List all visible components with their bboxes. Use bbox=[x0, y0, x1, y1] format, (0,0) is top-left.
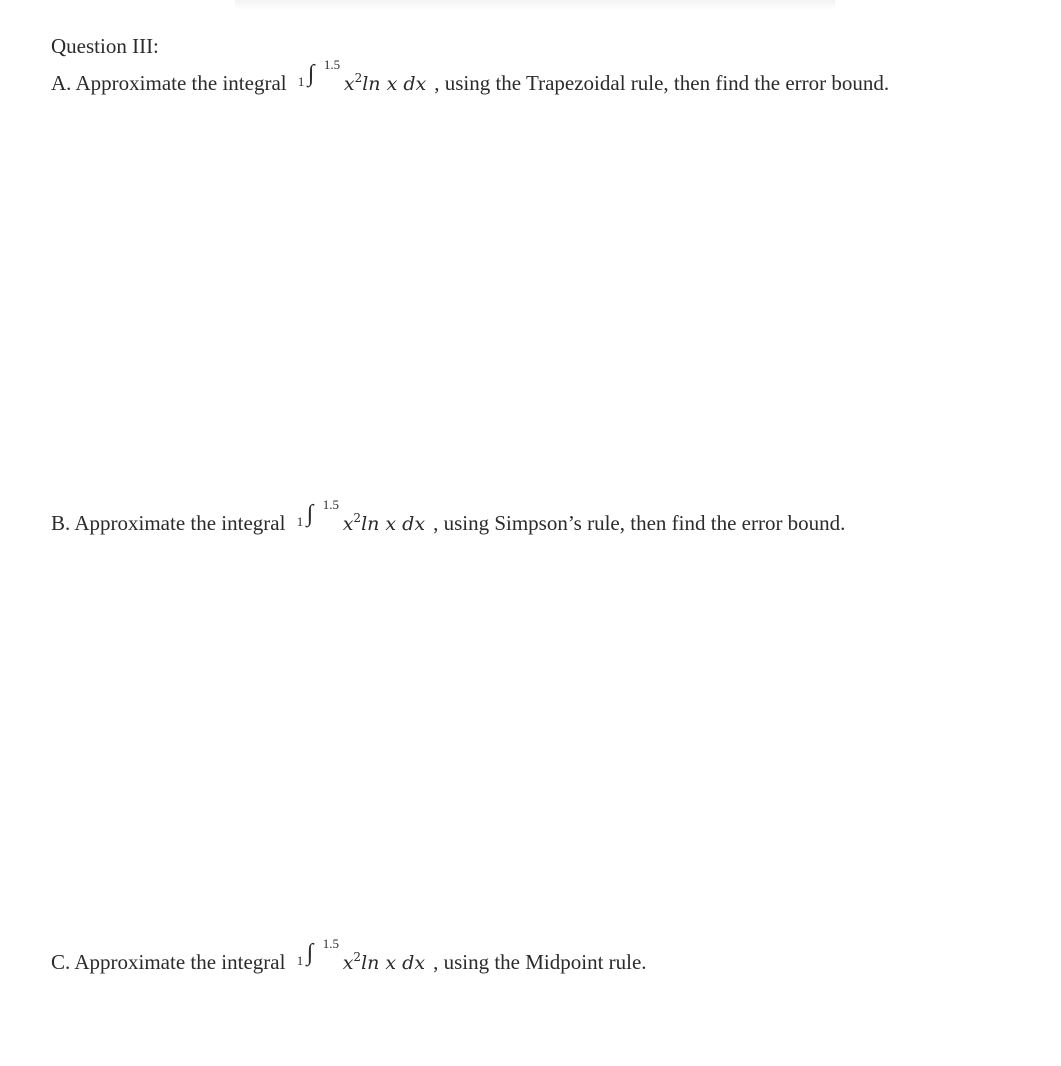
integral-a bbox=[297, 57, 341, 91]
integral-sign: ∫ bbox=[306, 940, 314, 966]
question-c-prefix: C. Approximate the integral bbox=[51, 950, 286, 974]
top-shadow bbox=[235, 0, 835, 10]
integrand-a bbox=[344, 73, 426, 95]
question-b-suffix: , using Simpson’s rule, then find the error bound. bbox=[433, 511, 846, 535]
upper-limit: 1.5 bbox=[323, 57, 341, 72]
integrand-exponent: 2 bbox=[353, 511, 362, 525]
integrand-base: x bbox=[343, 73, 355, 95]
integrand-base: x bbox=[342, 952, 354, 974]
integrand-exponent: 2 bbox=[353, 950, 362, 964]
integral-c bbox=[296, 936, 339, 970]
page-heading: Question III: bbox=[51, 34, 159, 58]
question-b bbox=[51, 497, 846, 537]
question-a-suffix: , using the Trapezoidal rule, then find the error bound. bbox=[434, 71, 890, 95]
integral-sign: ∫ bbox=[306, 501, 314, 527]
question-c-suffix: , using the Midpoint rule. bbox=[433, 950, 647, 974]
question-c bbox=[51, 936, 647, 976]
integrand-c bbox=[343, 952, 425, 974]
lower-limit: 1 bbox=[296, 953, 304, 968]
integrand-base: x bbox=[342, 513, 354, 535]
integral-b bbox=[296, 497, 339, 531]
upper-limit: 1.5 bbox=[322, 936, 339, 951]
question-b-prefix: B. Approximate the integral bbox=[51, 511, 286, 535]
integral-sign: ∫ bbox=[307, 61, 315, 87]
integrand-b bbox=[343, 513, 425, 535]
integrand-exponent: 2 bbox=[354, 71, 363, 85]
lower-limit: 1 bbox=[296, 514, 304, 529]
integrand-rest: ln x dx bbox=[361, 513, 426, 535]
question-a-prefix: A. Approximate the integral bbox=[51, 71, 287, 95]
integrand-rest: ln x dx bbox=[361, 952, 426, 974]
upper-limit: 1.5 bbox=[322, 497, 339, 512]
question-a bbox=[51, 57, 890, 97]
lower-limit: 1 bbox=[297, 74, 305, 89]
integrand-rest: ln x dx bbox=[362, 73, 427, 95]
